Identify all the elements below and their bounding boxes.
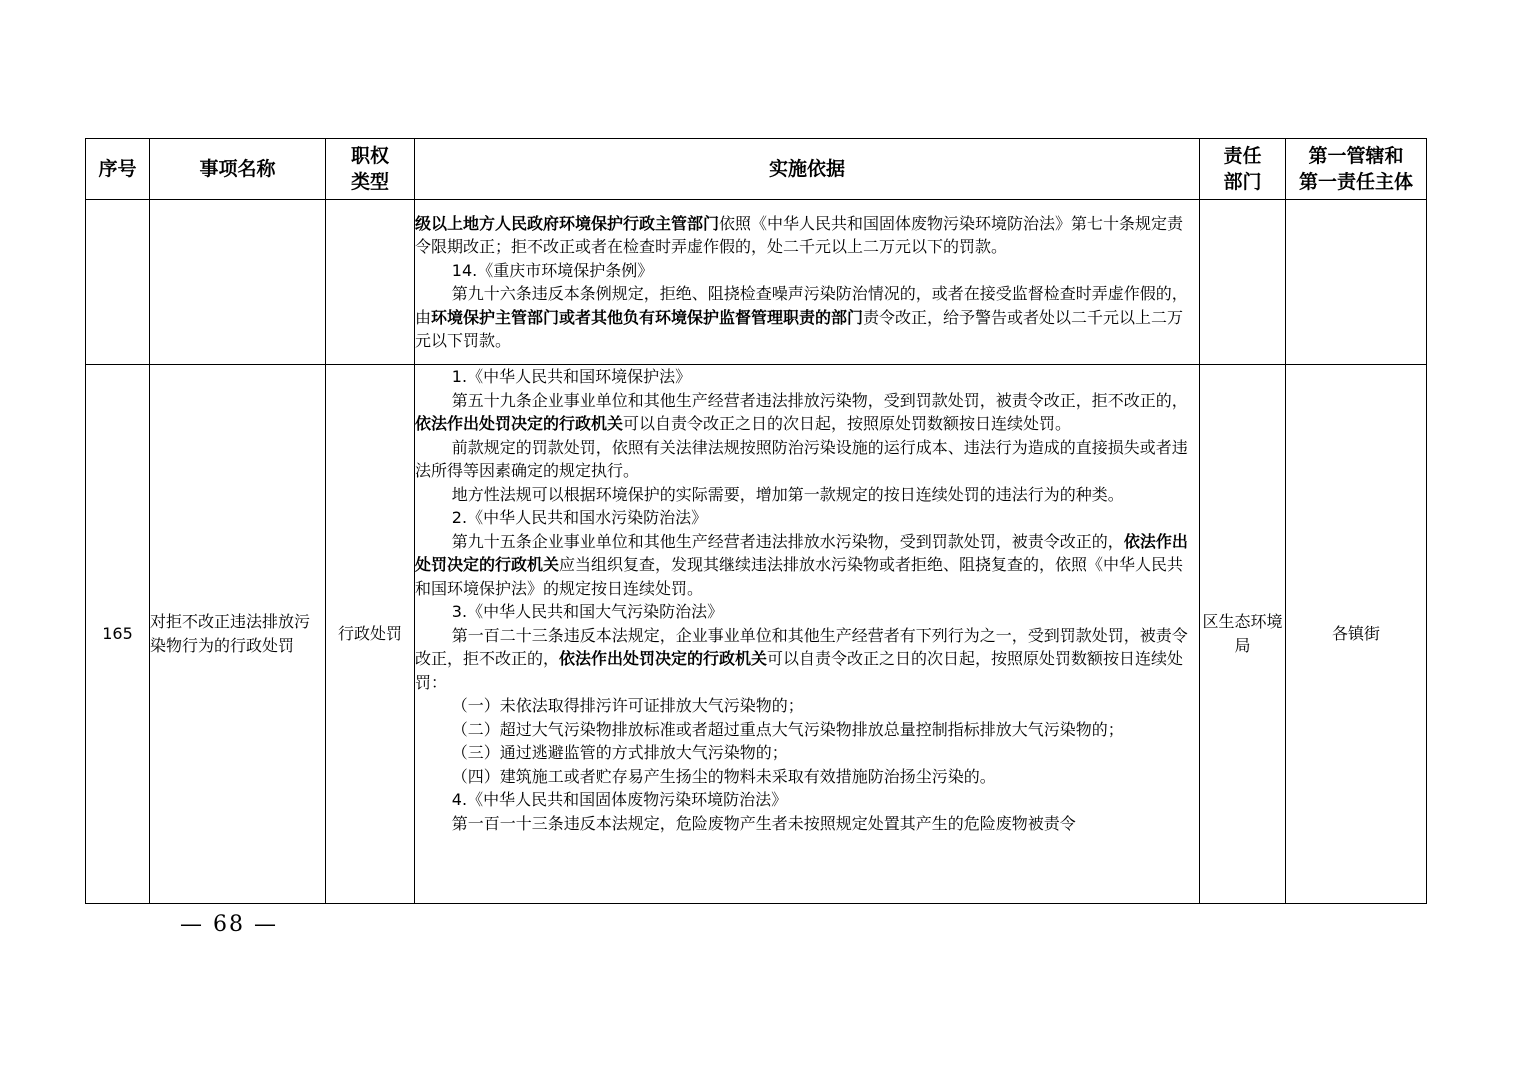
authority-table [85, 138, 1427, 904]
text-run: 第九十五条企业事业单位和其他生产经营者违法排放水污染物，受到罚款处罚，被责令改正的， [451, 531, 1124, 551]
text-run: （四）建筑施工或者贮存易产生扬尘的物料未采取有效措施防治扬尘污染的。 [451, 766, 996, 786]
basis-paragraph [415, 812, 1199, 836]
basis-paragraph [415, 600, 1199, 624]
text-run: （三）通过逃避监管的方式排放大气污染物的； [451, 743, 788, 762]
text-run: 2.《中华人民共和国水污染防治法》 [451, 508, 708, 527]
text-run: 第一百二十三条违反本法规定，企业事业单位和其他生产经营者有下列行为之一，受到罚款处罚，被责令改正，拒不改正的， [415, 625, 1188, 668]
bold-text: 依法作出处罚决定的行政机关 [559, 649, 768, 668]
cell-seq [86, 200, 150, 365]
cell-basis [415, 365, 1200, 904]
basis-paragraph [415, 212, 1199, 259]
text-run: 应当组织复查，发现其继续违法排放水污染物或者拒绝、阻挠复查的，依照《中华人民共和国环境保护法》的规定按日连续处罚。 [415, 555, 1184, 598]
cell-subject: 各镇街 [1286, 365, 1427, 904]
text-run: 14.《重庆市环境保护条例》 [451, 260, 654, 280]
cell-type [326, 200, 415, 365]
basis-paragraph [415, 718, 1199, 742]
text-run: 可以自责令改正之日的次日起，按照原处罚数额按日连续处罚。 [623, 414, 1072, 433]
page-number: — 68 — [180, 912, 278, 937]
basis-paragraph [415, 389, 1199, 436]
basis-paragraph [415, 624, 1199, 695]
text-run: 前款规定的罚款处罚，依照有关法律法规按照防治污染设施的运行成本、违法行为造成的直接损失或者违法所得等因素确定的规定执行。 [415, 437, 1188, 480]
basis-paragraph [415, 282, 1199, 353]
basis-paragraph [415, 483, 1199, 507]
text-run: 3.《中华人民共和国大气污染防治法》 [451, 602, 724, 621]
bold-text: 环境保护主管部门或者其他负有环境保护监督管理职责的部门 [431, 307, 864, 327]
bold-text: 依法作出处罚决定的行政机关 [415, 531, 1188, 574]
header-basis: 实施依据 [415, 139, 1200, 200]
cell-name [150, 200, 326, 365]
text-run: 第九十六条违反本条例规定，拒绝、阻挠检查噪声污染防治情况的，或者在接受监督检查时弄虚作假的，由 [415, 284, 1188, 327]
text-run: 第五十九条企业事业单位和其他生产经营者违法排放污染物，受到罚款处罚，被责令改正，拒不改正的， [451, 390, 1188, 410]
header-dept: 责任 部门 [1200, 139, 1286, 200]
basis-paragraph [415, 741, 1199, 765]
header-name: 事项名称 [150, 139, 326, 200]
text-run: 责令改正，给予警告或者处以二千元以上二万元以下罚款。 [415, 307, 1184, 350]
basis-paragraph [415, 788, 1199, 812]
basis-paragraph [415, 436, 1199, 483]
basis-paragraph [415, 694, 1199, 718]
basis-paragraph [415, 765, 1199, 789]
bold-text: 级以上地方人民政府环境保护行政主管部门 [415, 213, 720, 233]
text-run: （二）超过大气污染物排放标准或者超过重点大气污染物排放总量控制指标排放大气污染物的； [451, 719, 1124, 739]
cell-dept: 区生态环境局 [1200, 365, 1286, 904]
basis-paragraph [415, 365, 1199, 389]
cell-name: 对拒不改正违法排放污染物行为的行政处罚 [150, 365, 326, 904]
basis-paragraph [415, 259, 1199, 283]
basis-paragraph [415, 506, 1199, 530]
table-header-row [86, 139, 1427, 200]
cell-subject [1286, 200, 1427, 365]
text-run: 地方性法规可以根据环境保护的实际需要，增加第一款规定的按日连续处罚的违法行为的种类。 [451, 484, 1124, 504]
text-run: 依照《中华人民共和国固体废物污染环境防治法》第七十条规定责令限期改正；拒不改正或者在检查时弄虚作假的，处二千元以上二万元以下的罚款。 [415, 213, 1184, 256]
header-subject: 第一管辖和 第一责任主体 [1286, 139, 1427, 200]
header-seq: 序号 [86, 139, 150, 200]
basis-text [415, 365, 1199, 835]
text-run: （一）未依法取得排污许可证排放大气污染物的； [451, 696, 804, 715]
cell-dept [1200, 200, 1286, 365]
header-type: 职权 类型 [326, 139, 415, 200]
text-run: 第一百一十三条违反本法规定，危险废物产生者未按照规定处置其产生的危险废物被责令 [451, 813, 1076, 833]
text-run: 可以自责令改正之日的次日起，按照原处罚数额按日连续处罚： [415, 649, 1184, 692]
basis-paragraph [415, 530, 1199, 601]
bold-text: 依法作出处罚决定的行政机关 [415, 414, 624, 433]
text-run: 1.《中华人民共和国环境保护法》 [451, 367, 692, 386]
cell-basis [415, 200, 1200, 365]
table-row [86, 200, 1427, 365]
cell-type: 行政处罚 [326, 365, 415, 904]
cell-seq: 165 [86, 365, 150, 904]
table-row [86, 365, 1427, 904]
basis-text [415, 212, 1199, 353]
text-run: 4.《中华人民共和国固体废物污染环境防治法》 [451, 790, 788, 809]
